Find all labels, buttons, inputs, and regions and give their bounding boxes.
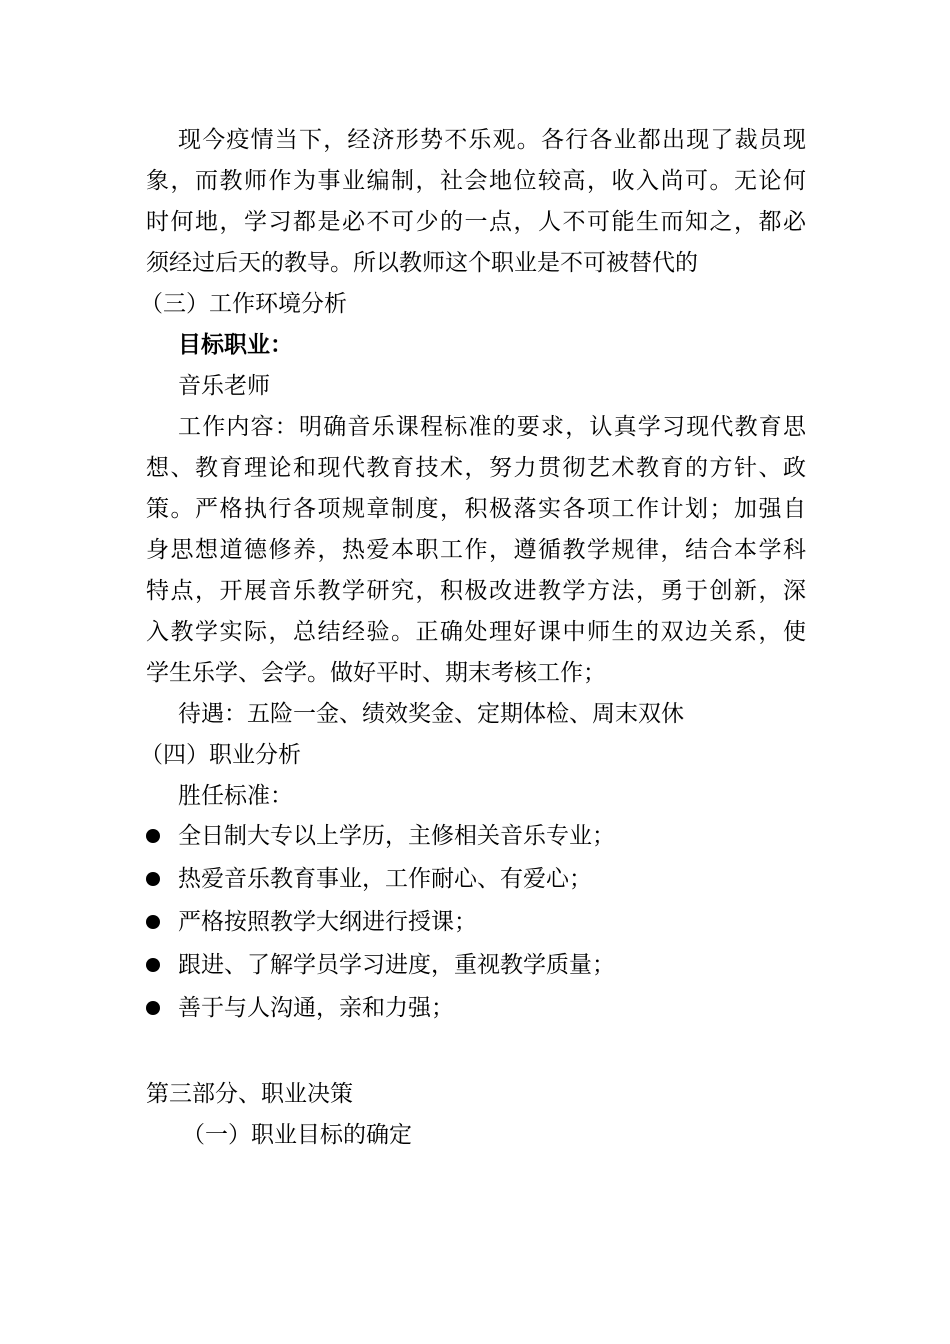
intro-line-4: 须经过后天的教导。所以教师这个职业是不可被替代的 [146,250,698,276]
work-environment-heading: （三）工作环境分析 [140,291,347,317]
bullet-dot-2 [146,872,160,886]
target-career-label: 目标职业： [178,331,293,358]
bullet-dot-4 [146,958,160,972]
competency-item-4: 跟进、了解学员学习进度，重视教学质量； [178,952,615,978]
work-content-line-5: 特点，开展音乐教学研究，积极改进教学方法，勇于创新，深 [146,578,806,604]
competency-item-1: 全日制大专以上学历，主修相关音乐专业； [178,823,615,849]
bullet-dot-1 [146,829,160,843]
work-content-line-6: 入教学实际，总结经验。正确处理好课中师生的双边关系，使 [146,619,806,645]
competency-item-5: 善于与人沟通，亲和力强； [178,995,454,1021]
work-content-line-7: 学生乐学、会学。做好平时、期末考核工作； [146,660,606,686]
career-analysis-heading: （四）职业分析 [140,742,301,768]
intro-line-2: 象，而教师作为事业编制，社会地位较高，收入尚可。无论何 [146,168,806,194]
work-content-line-4: 身思想道德修养，热爱本职工作，遵循教学规律，结合本学科 [146,537,806,563]
target-career-value: 音乐老师 [178,373,270,399]
intro-line-1: 现今疫情当下，经济形势不乐观。各行各业都出现了裁员现 [178,127,806,153]
competency-label: 胜任标准： [178,783,293,809]
work-content-line-1: 工作内容：明确音乐课程标准的要求，认真学习现代教育思 [178,414,806,440]
benefits-line: 待遇：五险一金、绩效奖金、定期体检、周末双休 [178,701,684,727]
part-three-subheading: （一）职业目标的确定 [182,1122,412,1148]
competency-item-3: 严格按照教学大纲进行授课； [178,909,477,935]
bullet-dot-3 [146,915,160,929]
competency-item-2: 热爱音乐教育事业，工作耐心、有爱心； [178,866,592,892]
bullet-dot-5 [146,1001,160,1015]
work-content-line-2: 想、教育理论和现代教育技术，努力贯彻艺术教育的方针、政 [146,455,806,481]
intro-line-3: 时何地，学习都是必不可少的一点，人不可能生而知之，都必 [146,209,806,235]
part-three-heading: 第三部分、职业决策 [146,1081,353,1107]
work-content-line-3: 策。严格执行各项规章制度，积极落实各项工作计划；加强自 [146,496,806,522]
